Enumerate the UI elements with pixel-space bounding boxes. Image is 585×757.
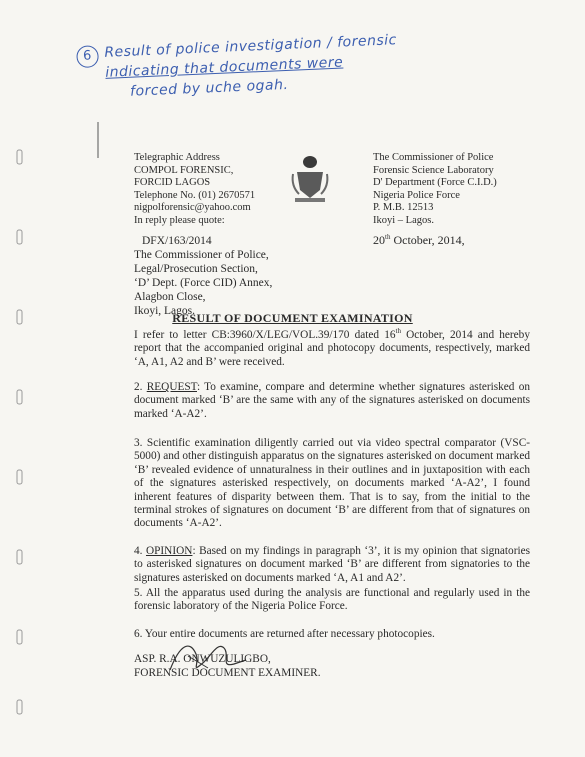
letter-date: 20th October, 2014, (373, 233, 465, 247)
header-right-line: Ikoyi – Lagos. (373, 214, 434, 226)
note-line-1: Result of police investigation / forensic (104, 32, 398, 61)
header-right-line: P. M.B. 12513 (373, 202, 434, 213)
addressee-block (134, 234, 272, 318)
header-right-line: Nigeria Police Force (373, 189, 460, 201)
note-number: 6 (76, 45, 99, 68)
paragraph-5: 5. All the apparatus used during the analysis are functional and regularly used in the forensic laboratory of the Nigeria Police Force. (134, 587, 530, 613)
header-left-line: FORCID LAGOS (134, 177, 211, 188)
addressee-line: The Commissioner of Police, (134, 249, 269, 261)
header-left-line: In reply please quote: (134, 214, 225, 226)
scan-artifact (94, 120, 106, 160)
header-right-line: D' Department (Force C.I.D.) (373, 177, 497, 188)
binder-holes (0, 0, 40, 757)
paragraph-3: 3. Scientific examination diligently carried out via video spectral comparator (VSC-5000) and other distinguish apparatus on the signatures asterisked on document marked ‘B’ revealed evidence of unnaturalness in their outlines and in juxtaposition with each of the signatures asterisked respectively, on documents marked ‘A-A2’, I found inherent features of disparity between them. That is to say, from the initial to the terminal strokes of signatures on document ‘B’ are different from that of signatures on documents ‘A-A2’. (134, 437, 530, 530)
paragraph-1: I refer to letter CB:3960/X/LEG/VOL.39/170 dated 16th October, 2014 and hereby report that the accompanied original and photocopy documents, respectively, marked ‘A, A1, A2 and B’ were received. (134, 327, 530, 368)
note-line-2: indicating that documents were (104, 54, 344, 81)
addressee-line: Legal/Prosecution Section, (134, 263, 258, 275)
document-title: RESULT OF DOCUMENT EXAMINATION (172, 311, 413, 325)
letterhead-left (134, 152, 255, 227)
header-right-line: Forensic Science Laboratory (373, 164, 494, 176)
header-left-line: COMPOL FORENSIC, (134, 164, 234, 176)
note-line-3: forced by uche ogah. (129, 76, 289, 100)
header-right-line: The Commissioner of Police (373, 152, 494, 163)
paragraph-6: 6. Your entire documents are returned after necessary photocopies. (134, 628, 435, 640)
reference-number: DFX/163/2014 (142, 235, 212, 247)
handwritten-note (78, 23, 560, 104)
police-crest-icon (289, 150, 331, 204)
header-left-line: nigpolforensic@yahoo.com (134, 202, 251, 213)
addressee-line: ‘D’ Dept. (Force CID) Annex, (134, 277, 273, 289)
header-left-line: Telephone No. (01) 2670571 (134, 189, 256, 201)
examiner-name: ASP. R.A. ONWUZULIGBO, (134, 653, 271, 665)
letterhead-right (373, 152, 497, 227)
header-left-line: Telegraphic Address (134, 152, 220, 163)
paragraph-4: 4. OPINION: Based on my findings in paragraph ‘3’, it is my opinion that signatories to asterisked signatures on document marked ‘B’ are different from signatories to the signatures asterisked on documents marked ‘A, A1 and A2’. (134, 545, 531, 584)
addressee-line: Ikoyi, Lagos. (134, 305, 196, 317)
examiner-title: FORENSIC DOCUMENT EXAMINER. (134, 667, 321, 679)
paragraph-2: 2. REQUEST: To examine, compare and determine whether signatures asterisked on document marked ‘B’ are the same with any of the signatures asterisked on documents marked ‘A-A2’. (134, 381, 530, 420)
addressee-line: Alagbon Close, (134, 291, 206, 303)
